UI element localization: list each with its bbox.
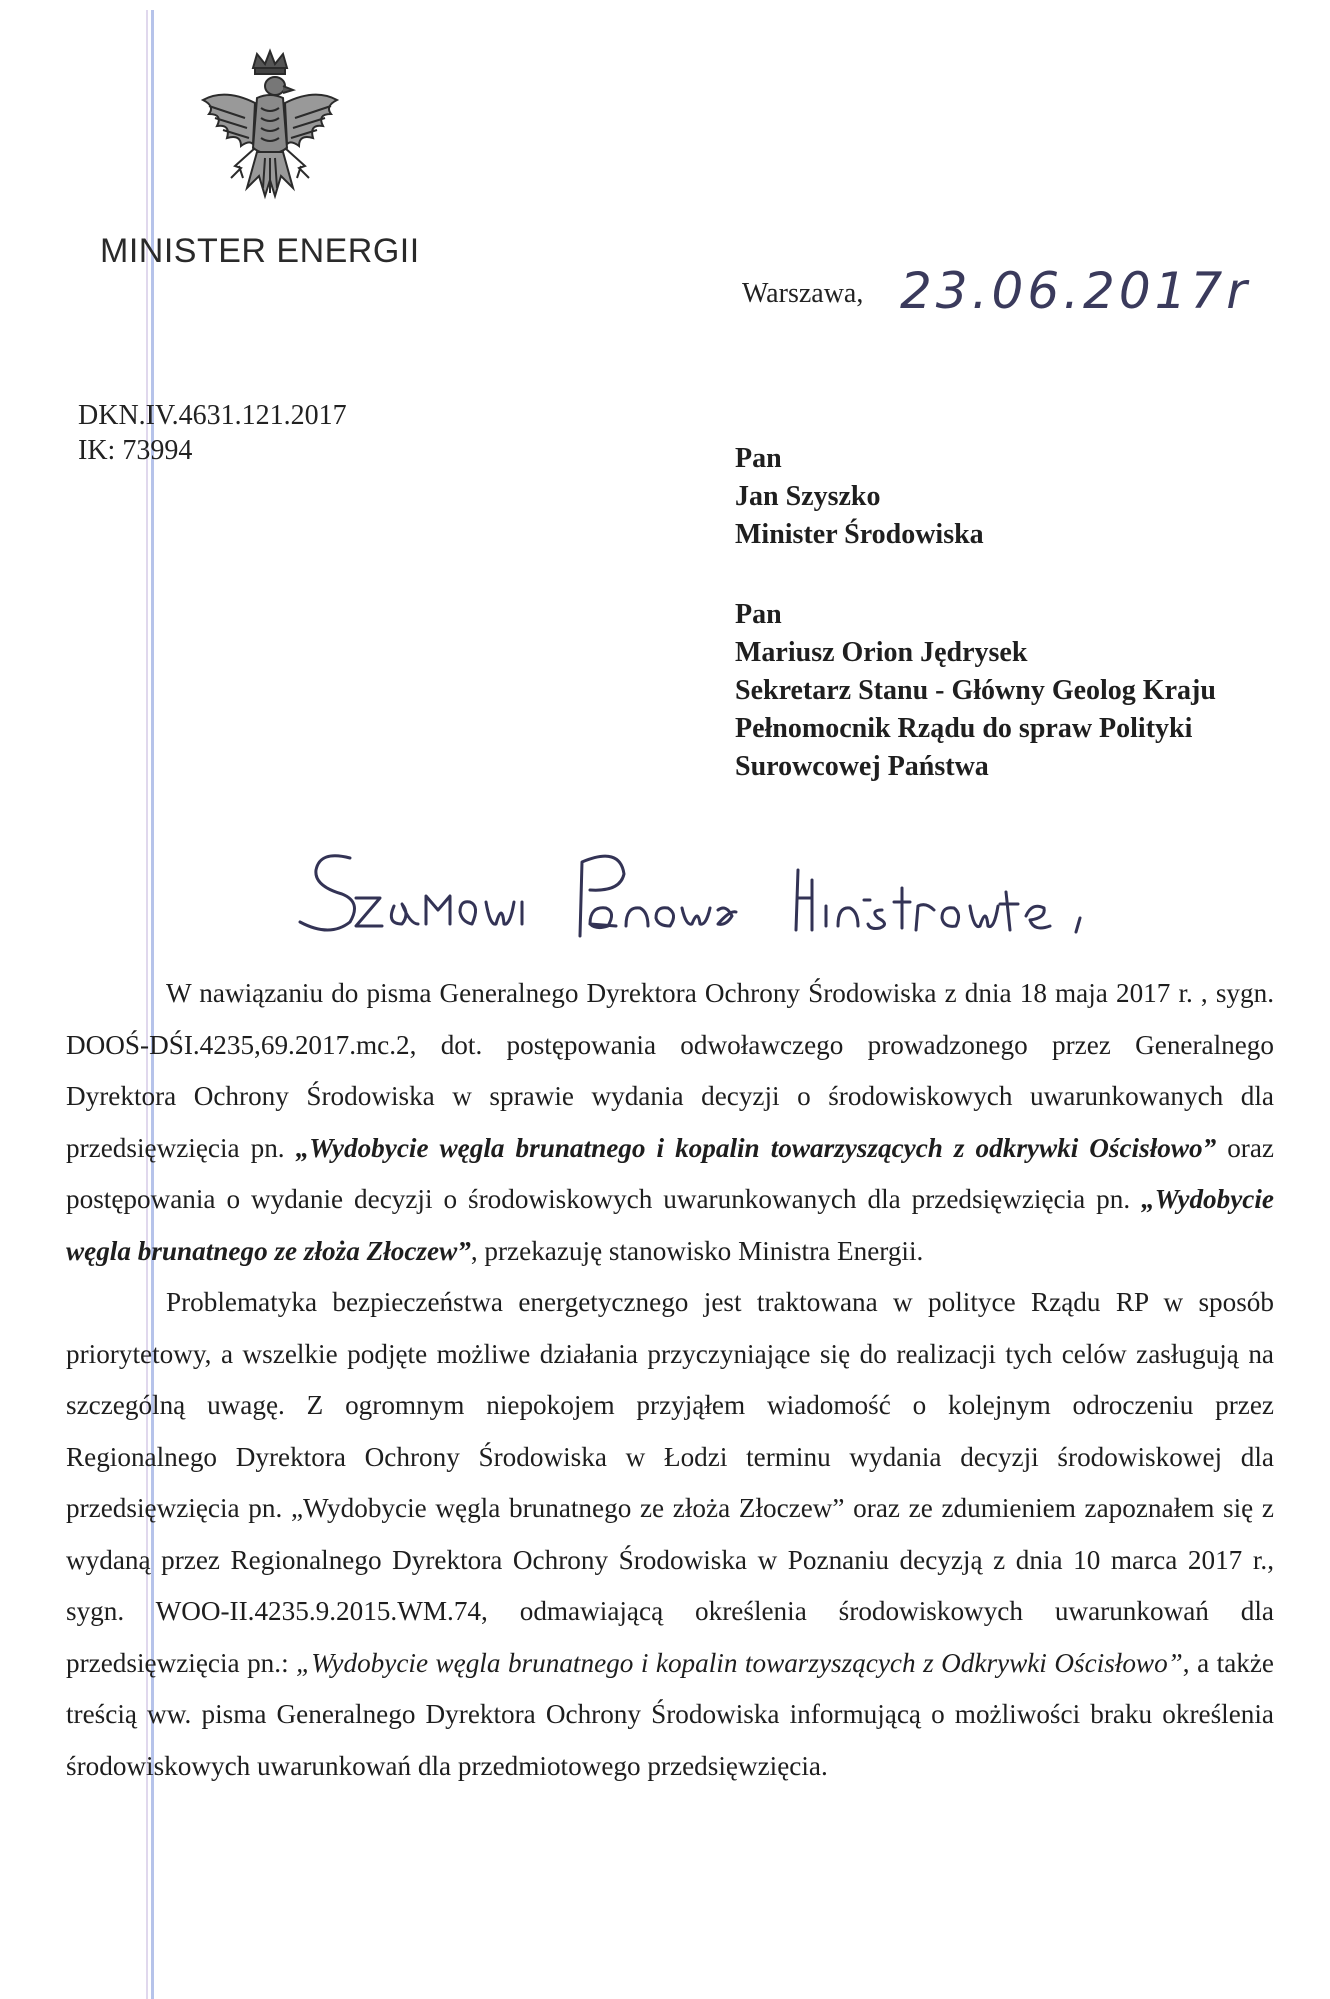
recipient-line: Pan [735, 599, 782, 630]
paragraph-text: Problematyka bezpieczeństwa energetycznego jest traktowana w polityce Rządu RP w sposób priorytetowy, a wszelkie podjęte możliwe działania przyczyniające się do realizacji tych celów zasługują na szczególną uwagę. Z ogromnym niepokojem przyjąłem wiadomość o kolejnym odroczeniu przez Regionalnego Dyrektora Ochrony Środowiska w Łodzi terminu wydania decyzji środowiskowej dla przedsięwzięcia pn. „Wydobycie węgla brunatnego ze złoża Złoczew” oraz ze zdumieniem zapoznałem się z wydaną przez Regionalnego Dyrektora Ochrony Środowiska w Poznaniu decyzją z dnia 10 marca 2017 r., sygn. WOO-II.4235.9.2015.WM.74, odmawiającą określenia środowiskowych uwarunkowań dla przedsięwzięcia pn.: [66, 1287, 1274, 1678]
place-line [742, 278, 863, 310]
handwritten-salutation [290, 840, 1150, 950]
project-name: „Wydobycie węgla brunatnego ze złoża Złoczew” [66, 1184, 1274, 1266]
project-name: „Wydobycie węgla brunatnego i kopalin towarzyszących z Odkrywki Ościsłowo” [296, 1647, 1183, 1678]
ministry-name: MINISTER ENERGII [100, 232, 420, 270]
recipient-line: Pełnomocnik Rządu do spraw Polityki [735, 713, 1193, 744]
reference-sign: DKN.IV.4631.121.2017 [78, 400, 347, 431]
handwritten-date: 23.06.2017r [900, 262, 1251, 320]
recipient-line: Surowcowej Państwa [735, 751, 989, 782]
paragraph-1 [66, 968, 1274, 1277]
paragraph-text: W nawiązaniu do pisma Generalnego Dyrektora Ochrony Środowiska z dnia 18 maja 2017 r. , sygn. DOOŚ-DŚI.4235,69.2017.mc.2, dot. postępowania odwoławczego prowadzonego przez Generalnego Dyrektora Ochrony Środowiska w sprawie wydania decyzji o środowiskowych uwarunkowanych dla przedsięwzięcia pn. [66, 978, 1274, 1163]
recipient-line: Mariusz Orion Jędrysek [735, 637, 1028, 668]
recipient-line: Sekretarz Stanu - Główny Geolog Kraju [735, 675, 1216, 706]
project-name: „Wydobycie węgla brunatnego i kopalin towarzyszących z odkrywki Ościsłowo” [295, 1132, 1217, 1163]
reference-block [78, 398, 347, 468]
place: Warszawa, [742, 278, 864, 309]
recipient-block [735, 596, 1216, 786]
recipient-block [735, 440, 984, 554]
paragraph-text: oraz postępowania o wydanie decyzji o środowiskowych uwarunkowanych dla przedsięwzięcia pn. [66, 1132, 1274, 1214]
recipient-line: Pan [735, 443, 782, 474]
letter-body [66, 968, 1274, 1792]
paragraph-text: , przekazuję stanowisko Ministra Energii. [470, 1235, 924, 1266]
recipient-line: Jan Szyszko [735, 481, 881, 512]
polish-eagle-emblem-icon [195, 48, 345, 216]
reference-ik: IK: 73994 [78, 435, 193, 466]
paragraph-2 [66, 1277, 1274, 1792]
paragraph-text: , a także treścią ww. pisma Generalnego Dyrektora Ochrony Środowiska informującą o możliwości braku określenia środowiskowych uwarunkowań dla przedmiotowego przedsięwzięcia. [66, 1647, 1274, 1781]
recipient-line: Minister Środowiska [735, 519, 984, 550]
